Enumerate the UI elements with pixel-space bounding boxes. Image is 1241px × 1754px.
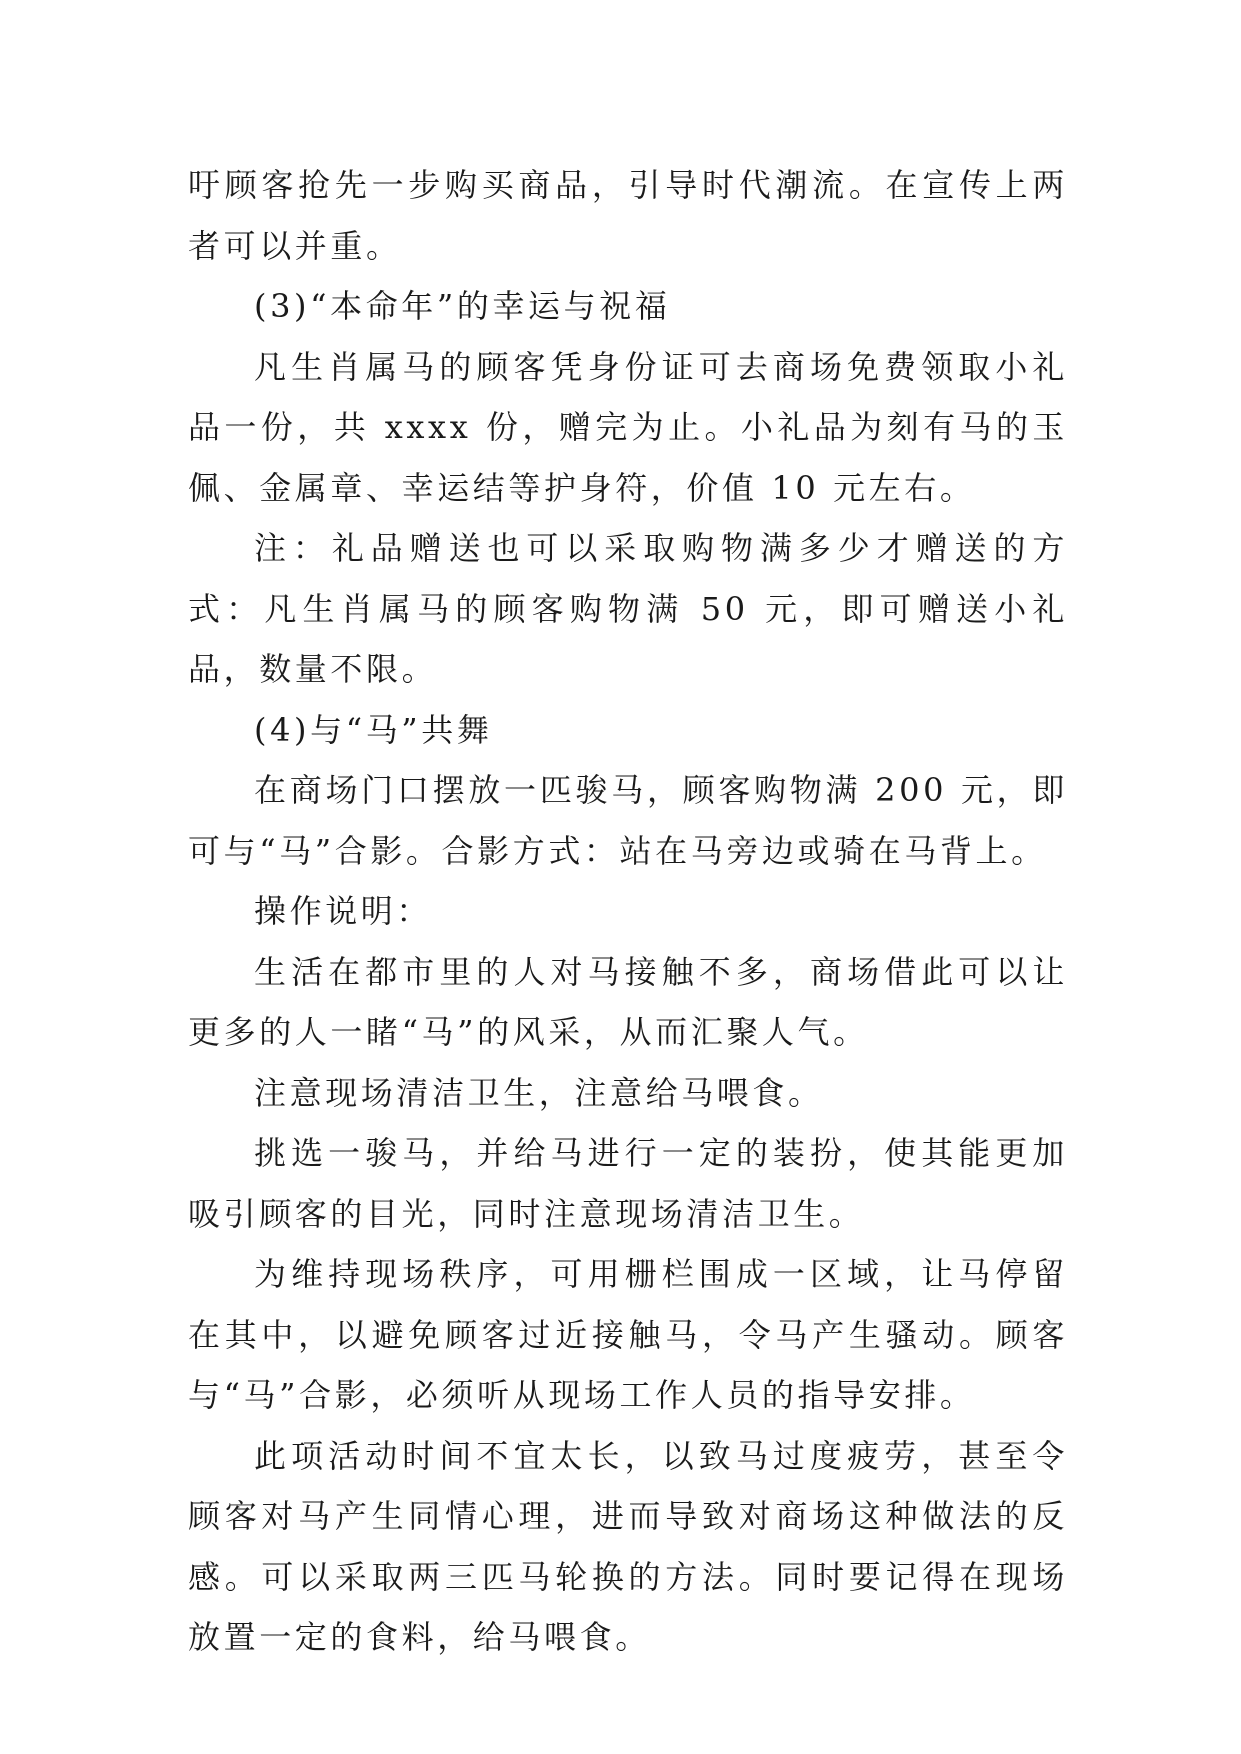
paragraph-city-people: 生活在都市里的人对马接触不多，商场借此可以让更多的人一睹“马”的风采，从而汇聚人气。 xyxy=(188,952,1068,1051)
paragraph-hygiene: 注意现场清洁卫生，注意给马喂食。 xyxy=(254,1073,824,1112)
paragraph-order: 为维持现场秩序，可用栅栏围成一区域，让马停留在其中，以避免顾客过近接触马，令马产生骚动。顾客与“马”合影，必须听从现场工作人员的指导安排。 xyxy=(188,1255,1068,1414)
paragraph-select-horse: 挑选一骏马，并给马进行一定的装扮，使其能更加吸引顾客的目光，同时注意现场清洁卫生。 xyxy=(188,1134,1068,1233)
subheading-operation-notes: 操作说明： xyxy=(254,892,433,930)
section-heading-4: (4)与“马”共舞 xyxy=(254,710,493,749)
paragraph-gift: 凡生肖属马的顾客凭身份证可去商场免费领取小礼品一份，共 xxxx 份，赠完为止。小礼品为刻有马的玉佩、金属章、幸运结等护身符，价值 10 元左右。 xyxy=(188,347,1068,507)
paragraph-continuation: 吁顾客抢先一步购买商品，引导时代潮流。在宣传上两者可以并重。 xyxy=(188,166,1068,265)
document-body xyxy=(188,155,1068,1668)
paragraph-horse-photo: 在商场门口摆放一匹骏马，顾客购物满 200 元，即可与“马”合影。合影方式：站在马旁边或骑在马背上。 xyxy=(188,771,1068,870)
paragraph-duration: 此项活动时间不宜太长，以致马过度疲劳，甚至令顾客对马产生同情心理，进而导致对商场这种做法的反感。可以采取两三匹马轮换的方法。同时要记得在现场放置一定的食料，给马喂食。 xyxy=(188,1436,1068,1656)
paragraph-note: 注：礼品赠送也可以采取购物满多少才赠送的方式：凡生肖属马的顾客购物满 50 元，即可赠送小礼品，数量不限。 xyxy=(188,529,1068,688)
section-heading-3: (3)“本命年”的幸运与祝福 xyxy=(254,287,671,325)
